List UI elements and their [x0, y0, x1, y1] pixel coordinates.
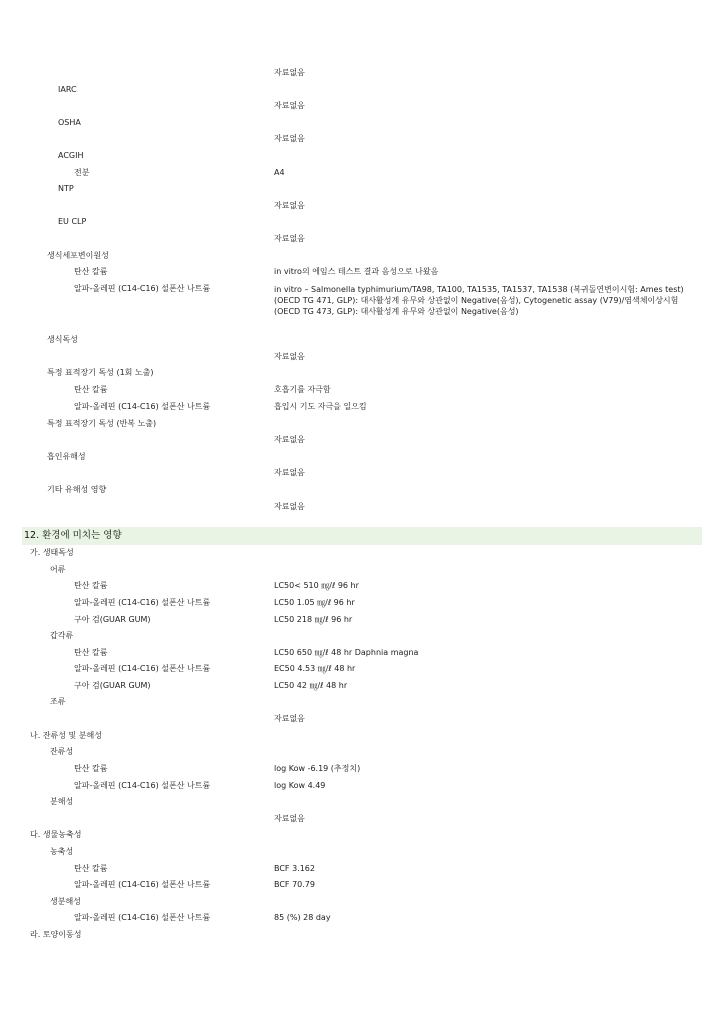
germ-cell-alpha-label: 알파-올레핀 (C14-C16) 설폰산 나트륨 — [74, 284, 211, 293]
degradation-label: 분해성 — [50, 797, 74, 806]
concentration-row-1-name: 탄산 칼륨 — [74, 864, 108, 873]
soil-mobility-label: 라. 토양이동성 — [30, 930, 82, 939]
fish-row-2-value: LC50 1.05 ㎎/ℓ 96 hr — [274, 598, 355, 607]
fish-row-3-value: LC50 218 ㎎/ℓ 96 hr — [274, 615, 353, 624]
aspiration-value: 자료없음 — [274, 468, 305, 477]
acgih-sub-label: 전분 — [74, 168, 90, 177]
stot-repeat-value: 자료없음 — [274, 435, 305, 444]
fish-row-2-name: 알파-올레핀 (C14-C16) 설폰산 나트륨 — [74, 598, 211, 607]
osha-label: OSHA — [58, 118, 81, 127]
crustacea-row-3-value: LC50 42 ㎎/ℓ 48 hr — [274, 681, 348, 690]
residual-row-2-value: log Kow 4.49 — [274, 781, 326, 790]
germ-cell-alpha-value: in vitro – Salmonella typhimurium/TA98, TA100, TA1535, TA1537, TA1538 (복귀돌연변이시험: Ames test) (OECD TG 471, GLP): 대사활성계 유무와 상관없이 Negative(음성), Cytogenetic assay (V79)/염색체이상시험 (OECD TG 473, GLP): 대사활성계 유무와 상관없이 Negative(음성) — [274, 285, 684, 316]
germ-cell-talc-value: in vitro의 에임스 테스트 결과 음성으로 나왔음 — [274, 267, 439, 276]
fish-row-1-name: 탄산 칼륨 — [74, 581, 108, 590]
crustacea-row-1-value: LC50 650 ㎎/ℓ 48 hr Daphnia magna — [274, 648, 419, 657]
fish-label: 어류 — [50, 565, 66, 574]
concentration-row-2-value: BCF 70.79 — [274, 880, 315, 889]
reproductive-value: 자료없음 — [274, 352, 305, 361]
biodegradation-row-1-value: 85 (%) 28 day — [274, 913, 331, 922]
residual-label: 잔류성 — [50, 747, 74, 756]
degradation-value: 자료없음 — [274, 814, 305, 823]
concentration-label: 농축성 — [50, 847, 74, 856]
algae-value: 자료없음 — [274, 714, 305, 723]
persistence-label: 나. 잔류성 및 분해성 — [30, 731, 102, 740]
crustacea-row-2-name: 알파-올레핀 (C14-C16) 설폰산 나트륨 — [74, 664, 211, 673]
residual-row-1-value: log Kow -6.19 (추정치) — [274, 764, 361, 773]
stot-single-talc-value: 호흡기를 자극함 — [274, 385, 331, 394]
bioaccumulation-label: 다. 생물농축성 — [30, 830, 82, 839]
biodegradation-row-1-name: 알파-올레핀 (C14-C16) 설폰산 나트륨 — [74, 913, 211, 922]
acgih-label: ACGIH — [58, 151, 84, 160]
residual-row-1-name: 탄산 칼륨 — [74, 764, 108, 773]
osha-value: 자료없음 — [274, 134, 305, 143]
ntp-value: 자료없음 — [274, 201, 305, 210]
stot-single-alpha-value: 흡입시 기도 자극을 일으킴 — [274, 402, 367, 411]
other-hazard-value: 자료없음 — [274, 502, 305, 511]
first-value: 자료없음 — [274, 68, 305, 77]
crustacea-row-2-value: EC50 4.53 ㎎/ℓ 48 hr — [274, 664, 356, 673]
crustacea-row-1-name: 탄산 칼륨 — [74, 648, 108, 657]
euclp-label: EU CLP — [58, 217, 87, 226]
concentration-row-2-name: 알파-올레핀 (C14-C16) 설폰산 나트륨 — [74, 880, 211, 889]
acgih-sub-value: A4 — [274, 168, 285, 177]
fish-row-3-name: 구아 검(GUAR GUM) — [74, 615, 151, 624]
reproductive-label: 생식독성 — [47, 335, 78, 344]
stot-single-talc-label: 탄산 칼륨 — [74, 385, 108, 394]
section-12-title: 12. 환경에 미치는 영향 — [24, 530, 122, 541]
crustacea-row-3-name: 구아 검(GUAR GUM) — [74, 681, 151, 690]
iarc-value: 자료없음 — [274, 101, 305, 110]
ecotoxicity-label: 가. 생태독성 — [30, 548, 74, 557]
residual-row-2-name: 알파-올레핀 (C14-C16) 설폰산 나트륨 — [74, 781, 211, 790]
crustacea-label: 갑각류 — [50, 631, 74, 640]
euclp-value: 자료없음 — [274, 234, 305, 243]
germ-cell-talc-label: 탄산 칼륨 — [74, 267, 108, 276]
section-12-header-bar — [22, 527, 702, 545]
stot-repeat-label: 특정 표적장기 독성 (반복 노출) — [47, 419, 157, 428]
biodegradation-label: 생분해성 — [50, 897, 81, 906]
fish-row-1-value: LC50< 510 ㎎/ℓ 96 hr — [274, 581, 359, 590]
stot-single-label: 특정 표적장기 독성 (1회 노출) — [47, 368, 154, 377]
germ-cell-label: 생식세포변이원성 — [47, 251, 109, 260]
algae-label: 조류 — [50, 697, 66, 706]
aspiration-label: 흡인유해성 — [47, 452, 86, 461]
ntp-label: NTP — [58, 184, 74, 193]
concentration-row-1-value: BCF 3.162 — [274, 864, 315, 873]
iarc-label: IARC — [58, 85, 77, 94]
other-hazard-label: 기타 유해성 영향 — [47, 485, 107, 494]
stot-single-alpha-label: 알파-올레핀 (C14-C16) 설폰산 나트륨 — [74, 402, 211, 411]
